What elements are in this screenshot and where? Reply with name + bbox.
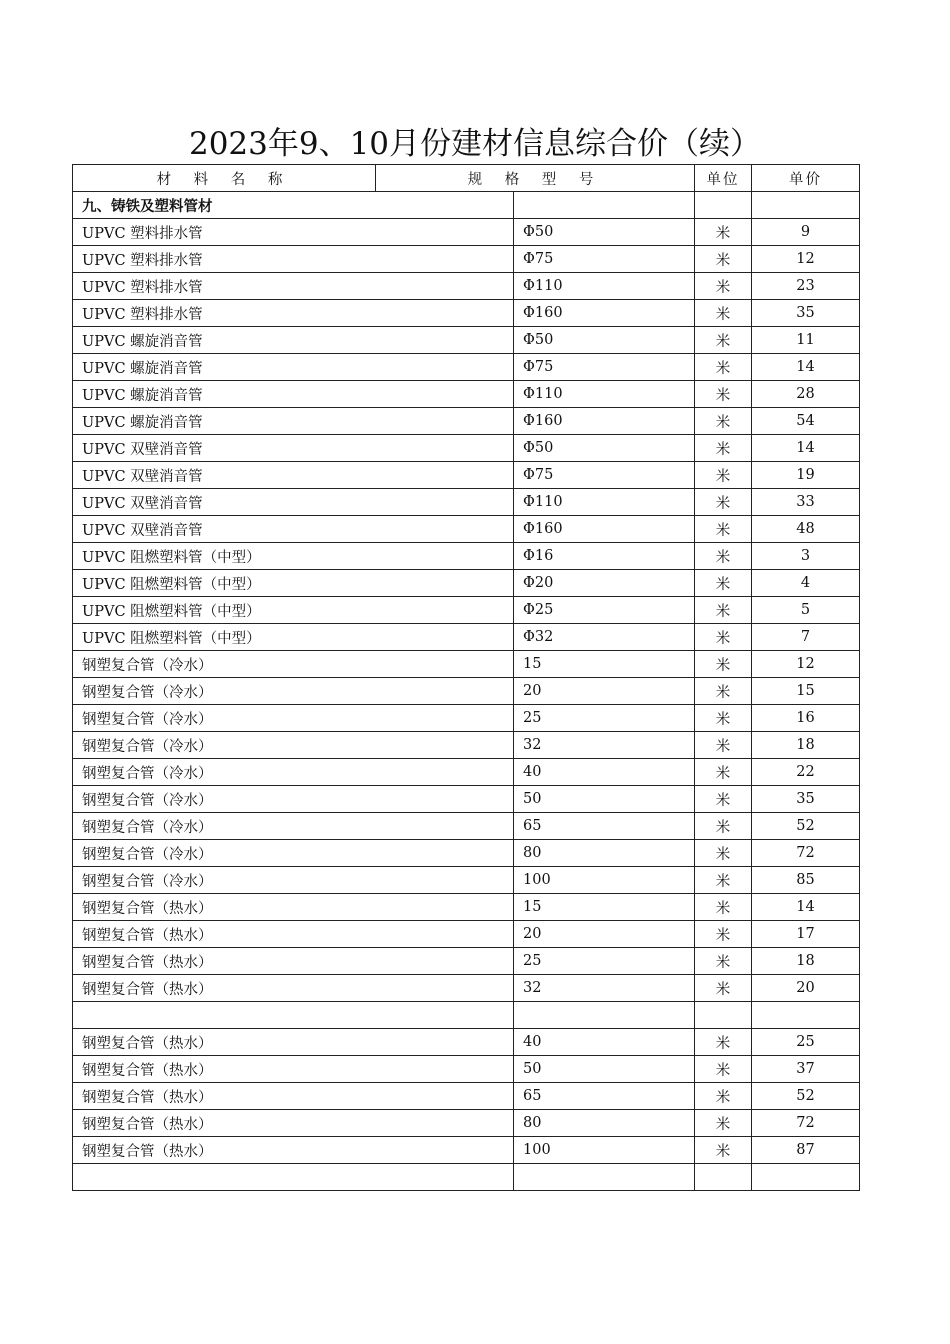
unit-value: 米 bbox=[695, 543, 752, 570]
empty-cell bbox=[752, 192, 860, 219]
header-material-name: 材 料 名 称 bbox=[73, 165, 376, 192]
unit-value: 米 bbox=[695, 840, 752, 867]
table-row bbox=[73, 300, 860, 327]
spec-value: Φ50 bbox=[514, 219, 695, 246]
price-value: 5 bbox=[752, 597, 860, 624]
material-name: UPVC 双壁消音管 bbox=[73, 435, 514, 462]
unit-value: 米 bbox=[695, 759, 752, 786]
spec-value: 15 bbox=[514, 651, 695, 678]
spec-value: 80 bbox=[514, 1110, 695, 1137]
table-row bbox=[73, 813, 860, 840]
empty-cell bbox=[695, 1002, 752, 1029]
price-value: 14 bbox=[752, 894, 860, 921]
spec-value: Φ16 bbox=[514, 543, 695, 570]
unit-value: 米 bbox=[695, 813, 752, 840]
table-row bbox=[73, 624, 860, 651]
material-name: UPVC 塑料排水管 bbox=[73, 300, 514, 327]
material-name: UPVC 双壁消音管 bbox=[73, 516, 514, 543]
spec-value: Φ75 bbox=[514, 246, 695, 273]
empty-cell bbox=[73, 1164, 514, 1191]
unit-value: 米 bbox=[695, 435, 752, 462]
header-row bbox=[73, 165, 860, 192]
spec-value: Φ110 bbox=[514, 381, 695, 408]
unit-value: 米 bbox=[695, 300, 752, 327]
spec-value: Φ160 bbox=[514, 408, 695, 435]
spec-value: 25 bbox=[514, 948, 695, 975]
table-row bbox=[73, 894, 860, 921]
table-row bbox=[73, 597, 860, 624]
price-value: 15 bbox=[752, 678, 860, 705]
material-name: UPVC 塑料排水管 bbox=[73, 246, 514, 273]
price-value: 87 bbox=[752, 1137, 860, 1164]
unit-value: 米 bbox=[695, 597, 752, 624]
empty-cell bbox=[752, 1164, 860, 1191]
empty-cell bbox=[73, 1002, 514, 1029]
price-value: 35 bbox=[752, 786, 860, 813]
material-name: UPVC 螺旋消音管 bbox=[73, 354, 514, 381]
unit-value: 米 bbox=[695, 570, 752, 597]
price-value: 12 bbox=[752, 651, 860, 678]
unit-value: 米 bbox=[695, 1083, 752, 1110]
spec-value: Φ25 bbox=[514, 597, 695, 624]
unit-value: 米 bbox=[695, 381, 752, 408]
material-name: UPVC 双壁消音管 bbox=[73, 489, 514, 516]
unit-value: 米 bbox=[695, 219, 752, 246]
material-name: UPVC 螺旋消音管 bbox=[73, 327, 514, 354]
header-spec: 规 格 型 号 bbox=[376, 165, 695, 192]
price-value: 14 bbox=[752, 354, 860, 381]
spec-value: Φ75 bbox=[514, 354, 695, 381]
material-name: 钢塑复合管（热水） bbox=[73, 948, 514, 975]
price-value: 52 bbox=[752, 813, 860, 840]
price-value: 35 bbox=[752, 300, 860, 327]
price-value: 17 bbox=[752, 921, 860, 948]
material-name: 钢塑复合管（热水） bbox=[73, 1137, 514, 1164]
table-row bbox=[73, 1083, 860, 1110]
table-row bbox=[73, 921, 860, 948]
spec-value: Φ75 bbox=[514, 462, 695, 489]
material-name: 钢塑复合管（热水） bbox=[73, 975, 514, 1002]
price-value: 54 bbox=[752, 408, 860, 435]
unit-value: 米 bbox=[695, 327, 752, 354]
price-value: 18 bbox=[752, 948, 860, 975]
material-name: UPVC 螺旋消音管 bbox=[73, 408, 514, 435]
spec-value: 20 bbox=[514, 921, 695, 948]
material-name: 钢塑复合管（热水） bbox=[73, 921, 514, 948]
price-value: 4 bbox=[752, 570, 860, 597]
price-value: 52 bbox=[752, 1083, 860, 1110]
unit-value: 米 bbox=[695, 678, 752, 705]
spec-value: 65 bbox=[514, 813, 695, 840]
table-row bbox=[73, 354, 860, 381]
spec-value: Φ32 bbox=[514, 624, 695, 651]
unit-value: 米 bbox=[695, 1137, 752, 1164]
unit-value: 米 bbox=[695, 975, 752, 1002]
unit-value: 米 bbox=[695, 354, 752, 381]
page-title: 2023年9、10月份建材信息综合价（续） bbox=[188, 126, 762, 162]
material-name: UPVC 阻燃塑料管（中型） bbox=[73, 570, 514, 597]
unit-value: 米 bbox=[695, 246, 752, 273]
material-name: 钢塑复合管（冷水） bbox=[73, 759, 514, 786]
price-value: 16 bbox=[752, 705, 860, 732]
table-row bbox=[73, 381, 860, 408]
spec-value: 20 bbox=[514, 678, 695, 705]
spec-value: 80 bbox=[514, 840, 695, 867]
spec-value: Φ110 bbox=[514, 273, 695, 300]
price-value: 19 bbox=[752, 462, 860, 489]
unit-value: 米 bbox=[695, 624, 752, 651]
unit-value: 米 bbox=[695, 408, 752, 435]
spec-value: 40 bbox=[514, 759, 695, 786]
table-row bbox=[73, 489, 860, 516]
table-row bbox=[73, 327, 860, 354]
spec-value: 40 bbox=[514, 1029, 695, 1056]
material-name: 钢塑复合管（热水） bbox=[73, 1056, 514, 1083]
unit-value: 米 bbox=[695, 948, 752, 975]
price-value: 23 bbox=[752, 273, 860, 300]
spec-value: 100 bbox=[514, 1137, 695, 1164]
table-row bbox=[73, 948, 860, 975]
price-value: 48 bbox=[752, 516, 860, 543]
unit-value: 米 bbox=[695, 786, 752, 813]
header-unit: 单位 bbox=[695, 165, 752, 192]
header-price: 单价 bbox=[752, 165, 860, 192]
empty-cell bbox=[514, 1002, 695, 1029]
unit-value: 米 bbox=[695, 705, 752, 732]
unit-value: 米 bbox=[695, 732, 752, 759]
material-name: 钢塑复合管（冷水） bbox=[73, 705, 514, 732]
spec-value: 32 bbox=[514, 732, 695, 759]
blank-row bbox=[73, 1002, 860, 1029]
price-value: 11 bbox=[752, 327, 860, 354]
price-value: 22 bbox=[752, 759, 860, 786]
unit-value: 米 bbox=[695, 516, 752, 543]
table-row bbox=[73, 840, 860, 867]
spec-value: Φ20 bbox=[514, 570, 695, 597]
price-table bbox=[72, 164, 860, 1191]
spec-value: 32 bbox=[514, 975, 695, 1002]
material-name: UPVC 塑料排水管 bbox=[73, 273, 514, 300]
price-value: 37 bbox=[752, 1056, 860, 1083]
material-name: 钢塑复合管（冷水） bbox=[73, 678, 514, 705]
spec-value: 100 bbox=[514, 867, 695, 894]
material-name: 钢塑复合管（热水） bbox=[73, 1083, 514, 1110]
unit-value: 米 bbox=[695, 894, 752, 921]
material-name: 钢塑复合管（热水） bbox=[73, 1029, 514, 1056]
price-value: 3 bbox=[752, 543, 860, 570]
material-name: UPVC 塑料排水管 bbox=[73, 219, 514, 246]
table-row bbox=[73, 651, 860, 678]
price-value: 33 bbox=[752, 489, 860, 516]
table-row bbox=[73, 759, 860, 786]
blank-row bbox=[73, 1164, 860, 1191]
table-row bbox=[73, 408, 860, 435]
material-name: 钢塑复合管（热水） bbox=[73, 894, 514, 921]
price-value: 28 bbox=[752, 381, 860, 408]
material-name: 钢塑复合管（冷水） bbox=[73, 732, 514, 759]
table-row bbox=[73, 732, 860, 759]
spec-value: 25 bbox=[514, 705, 695, 732]
table-row bbox=[73, 516, 860, 543]
table-row bbox=[73, 1029, 860, 1056]
price-value: 18 bbox=[752, 732, 860, 759]
spec-value: Φ110 bbox=[514, 489, 695, 516]
table-row bbox=[73, 705, 860, 732]
spec-value: Φ160 bbox=[514, 300, 695, 327]
material-name: 钢塑复合管（冷水） bbox=[73, 840, 514, 867]
unit-value: 米 bbox=[695, 867, 752, 894]
unit-value: 米 bbox=[695, 489, 752, 516]
spec-value: Φ160 bbox=[514, 516, 695, 543]
table-row bbox=[73, 462, 860, 489]
unit-value: 米 bbox=[695, 1110, 752, 1137]
table-row bbox=[73, 435, 860, 462]
table-row bbox=[73, 246, 860, 273]
table-row bbox=[73, 975, 860, 1002]
material-name: 钢塑复合管（冷水） bbox=[73, 786, 514, 813]
table-row bbox=[73, 1056, 860, 1083]
spec-value: Φ50 bbox=[514, 327, 695, 354]
empty-cell bbox=[695, 192, 752, 219]
price-value: 20 bbox=[752, 975, 860, 1002]
unit-value: 米 bbox=[695, 273, 752, 300]
table-row bbox=[73, 273, 860, 300]
material-name: 钢塑复合管（冷水） bbox=[73, 813, 514, 840]
material-name: UPVC 阻燃塑料管（中型） bbox=[73, 597, 514, 624]
table-row bbox=[73, 570, 860, 597]
table-row bbox=[73, 867, 860, 894]
table-row bbox=[73, 678, 860, 705]
spec-value: 15 bbox=[514, 894, 695, 921]
price-value: 12 bbox=[752, 246, 860, 273]
price-value: 14 bbox=[752, 435, 860, 462]
material-name: UPVC 阻燃塑料管（中型） bbox=[73, 543, 514, 570]
table-row bbox=[73, 786, 860, 813]
table-row bbox=[73, 219, 860, 246]
table-row bbox=[73, 543, 860, 570]
price-value: 72 bbox=[752, 1110, 860, 1137]
price-value: 85 bbox=[752, 867, 860, 894]
material-name: 钢塑复合管（热水） bbox=[73, 1110, 514, 1137]
unit-value: 米 bbox=[695, 1029, 752, 1056]
table-row bbox=[73, 1110, 860, 1137]
material-name: 钢塑复合管（冷水） bbox=[73, 867, 514, 894]
price-value: 25 bbox=[752, 1029, 860, 1056]
empty-cell bbox=[752, 1002, 860, 1029]
material-name: 钢塑复合管（冷水） bbox=[73, 651, 514, 678]
spec-value: 50 bbox=[514, 1056, 695, 1083]
table-row bbox=[73, 1137, 860, 1164]
unit-value: 米 bbox=[695, 921, 752, 948]
material-name: UPVC 阻燃塑料管（中型） bbox=[73, 624, 514, 651]
section-row bbox=[73, 192, 860, 219]
empty-cell bbox=[514, 192, 695, 219]
section-title: 九、铸铁及塑料管材 bbox=[73, 192, 514, 219]
price-value: 7 bbox=[752, 624, 860, 651]
spec-value: 65 bbox=[514, 1083, 695, 1110]
spec-value: 50 bbox=[514, 786, 695, 813]
material-name: UPVC 双壁消音管 bbox=[73, 462, 514, 489]
unit-value: 米 bbox=[695, 462, 752, 489]
spec-value: Φ50 bbox=[514, 435, 695, 462]
price-value: 9 bbox=[752, 219, 860, 246]
price-value: 72 bbox=[752, 840, 860, 867]
material-name: UPVC 螺旋消音管 bbox=[73, 381, 514, 408]
empty-cell bbox=[514, 1164, 695, 1191]
unit-value: 米 bbox=[695, 651, 752, 678]
empty-cell bbox=[695, 1164, 752, 1191]
unit-value: 米 bbox=[695, 1056, 752, 1083]
